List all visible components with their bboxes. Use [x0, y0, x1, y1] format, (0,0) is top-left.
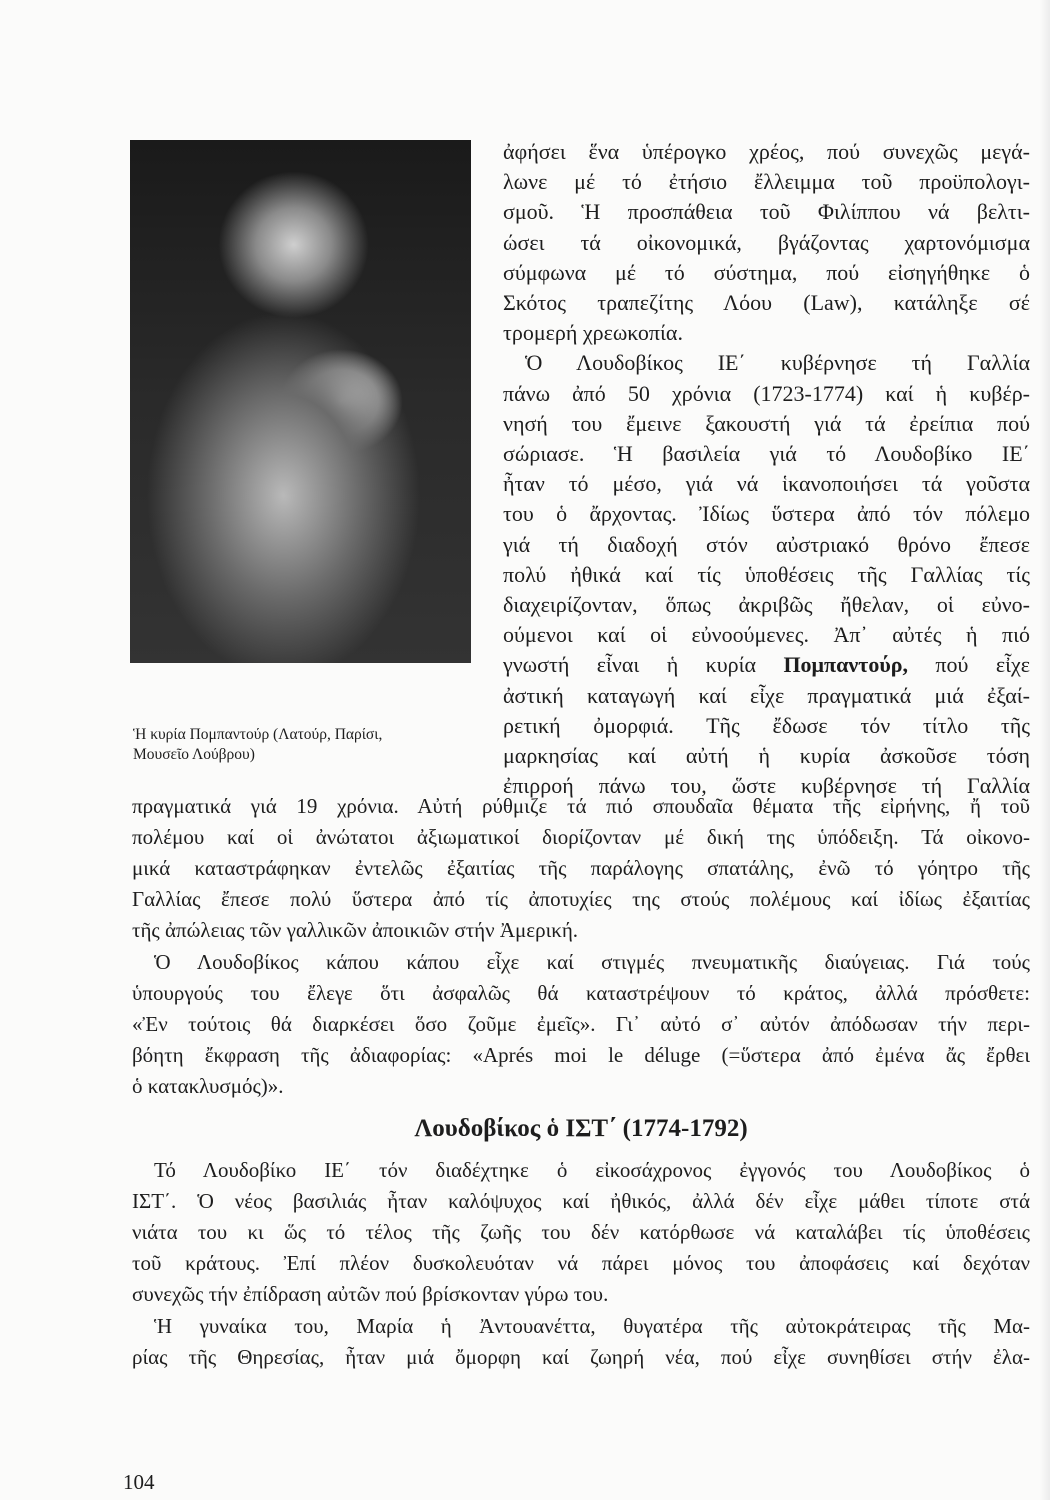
text-line — [132, 791, 1030, 821]
text-line-content: Ὁ Λουδοβίκος κάπου κάπου εἶχε καί στιγμές πνευματικῆς διαύγειας. Γιά τούς — [154, 949, 1030, 974]
text-line — [132, 1311, 1030, 1341]
figure-caption-line: Μουσεῖο Λούβρου) — [133, 746, 255, 763]
text-line-content: Ἡ γυναίκα του, Μαρία ἡ Ἀντουανέττα, θυγατέρα τῆς αὐτοκράτειρας τῆς Μα- — [154, 1313, 1030, 1338]
text-line — [503, 681, 1030, 711]
text-line-content: βόητη ἔκφραση τῆς ἀδιαφορίας: «Aprés moi le déluge (=ὕστερα ἀπό ἐμένα ἄς ἔρθει — [132, 1042, 1030, 1067]
text-line — [503, 439, 1030, 469]
text-line-content: «Ἐν τούτοις θά διαρκέσει ὅσο ζοῦμε ἐμεῖς». Γι᾽ αὐτό σ᾽ αὐτόν ἀπόδωσαν τήν περι- — [132, 1011, 1030, 1036]
text-line-content: Ὁ Λουδοβίκος ΙΕ΄ κυβέρνησε τή Γαλλία — [525, 350, 1030, 376]
text-line-content: ὑπουργούς του ἔλεγε ὅτι ἀσφαλῶς θά καταστρέψουν τό κράτος, ἀλλά πρόσθετε: — [132, 980, 1030, 1005]
text-line-content: ρετική ὀμορφιά. Τῆς ἔδωσε τόν τίτλο τῆς — [503, 712, 1030, 738]
text-line — [503, 379, 1030, 409]
text-line-content: ΙΣΤ΄. Ὁ νέος βασιλιάς ἦταν καλόψυχος καί ἠθικός, ἀλλά δέν εἶχε μάθει τίποτε στά — [132, 1189, 1030, 1214]
text-line-content: σμοῦ. Ἡ προσπάθεια τοῦ Φιλίππου νά βελτι- — [503, 199, 1030, 225]
bold-name: Πομπαντούρ, — [783, 652, 909, 678]
text-line-content: τοῦ κράτους. Ἐπί πλέον δυσκολευόταν νά πάρει μόνος του ἀποφάσεις καί δεχόταν — [132, 1251, 1030, 1276]
text-line — [503, 228, 1030, 258]
text-line-content: πάνω ἀπό 50 χρόνια (1723-1774) καί ἡ κυβέρ- — [503, 380, 1030, 406]
text-line — [132, 853, 1030, 883]
text-line-content: ρίας τῆς Θηρεσίας, ἦταν μιά ὄμορφη καί ζωηρή νέα, πού εἶχε συνηθίσει στήν ἐλα- — [132, 1344, 1030, 1369]
text-line — [503, 620, 1030, 650]
text-line-content: ἀφήσει ἕνα ὑπέρογκο χρέος, πού συνεχῶς μεγά- — [503, 139, 1030, 164]
text-line — [503, 650, 1030, 680]
text-line — [132, 1009, 1030, 1039]
text-line-content: μικά καταστράφηκαν ἐντελῶς ἐξαιτίας τῆς παράλογης σπατάλης, ἐνῶ τό γόητρο τῆς — [132, 856, 1030, 881]
text-line-content: νησή του ἔμεινε ξακουστή γιά τά ἐρείπια πού — [503, 410, 1030, 436]
text-line — [132, 947, 1030, 977]
figure-caption-line: Ἡ κυρία Πομπαντούρ (Λατούρ, Παρίσι, — [133, 726, 383, 743]
text-line-content: ἐπιρροή πάνω του, ὥστε κυβέρνησε τή Γαλλία — [503, 773, 1030, 799]
text-line — [503, 409, 1030, 439]
text-line — [132, 884, 1030, 914]
text-line-content: σύμφωνα μέ τό σύστημα, πού εἰσηγήθηκε ὁ — [503, 259, 1030, 285]
text-line — [503, 590, 1030, 620]
text-line — [503, 167, 1030, 197]
text-line — [503, 741, 1030, 771]
text-line-content: Γαλλίας ἔπεσε πολύ ὕστερα ἀπό τίς ἀποτυχίες της στούς πολέμους καί ἰδίως ἐξαιτίας — [132, 887, 1030, 912]
text-line — [132, 1186, 1030, 1216]
text-line-content: τῆς ἀπώλειας τῶν γαλλικῶν ἀποικιῶν στήν Ἀμερική. — [132, 918, 579, 943]
text-line-content: Τό Λουδοβίκο ΙΕ΄ τόν διαδέχτηκε ὁ εἰκοσάχρονος ἐγγονός του Λουδοβίκος ὁ — [154, 1158, 1030, 1182]
text-line-content: νιάτα του κι ὥς τό τέλος τῆς ζωῆς του δέν κατόρθωσε νά καταλάβει τίς ὑποθέσεις — [132, 1220, 1030, 1245]
portrait-image-madame-pompadour — [130, 140, 471, 663]
text-line — [132, 1217, 1030, 1247]
section-heading: Λουδοβίκος ὁ ΙΣΤ΄ (1774-1792) — [414, 1115, 748, 1142]
text-line — [132, 915, 1030, 945]
text-line — [132, 1155, 1030, 1185]
text-line — [132, 1071, 1030, 1101]
text-line — [503, 197, 1030, 227]
page-number: 104 — [123, 1470, 155, 1494]
text-line — [132, 1279, 1030, 1309]
text-line-content: Σκότος τραπεζίτης Λόου (Law), κατάληξε σέ — [503, 290, 1030, 315]
text-line-content: πολύ ἠθικά καί τίς ὑποθέσεις τῆς Γαλλίας τίς — [503, 561, 1030, 587]
text-line — [503, 258, 1030, 288]
text-line — [132, 978, 1030, 1008]
text-line-content: ἦταν τό μέσο, γιά νά ἱκανοποιήσει τά γοῦστα — [503, 471, 1030, 497]
text-line-content: τρομερή χρεωκοπία. — [503, 320, 683, 346]
text-line — [503, 137, 1030, 167]
text-line — [132, 1248, 1030, 1278]
text-line — [503, 318, 1030, 348]
text-line-content: σώριασε. Ἡ βασιλεία γιά τό Λουδοβίκο ΙΕ΄ — [503, 441, 1030, 466]
text-line-content: συνεχῶς τήν ἐπίδραση αὐτῶν πού βρίσκονταν γύρω του. — [132, 1282, 609, 1307]
text-line — [503, 560, 1030, 590]
text-line — [503, 348, 1030, 378]
text-line — [503, 469, 1030, 499]
text-line-content: διαχειρίζονταν, ὅπως ἀκριβῶς ἤθελαν, οἱ εὐνο- — [503, 592, 1030, 617]
text-line — [132, 1342, 1030, 1372]
text-line — [503, 288, 1030, 318]
text-line — [503, 530, 1030, 560]
text-line-content: ώσει τά οἰκονομικά, βγάζοντας χαρτονόμισμα — [503, 229, 1030, 255]
text-line-content: πού εἶχε — [908, 652, 1030, 678]
page-edge-shadow — [1040, 0, 1050, 1500]
text-line-content: πραγματικά γιά 19 χρόνια. Αὐτή ρύθμιζε τά πιό σπουδαῖα θέματα τῆς εἰρήνης, ἤ τοῦ — [132, 794, 1030, 818]
text-line-content: ούμενοι καί οἱ εὐνοούμενες. Ἀπ᾽ αὐτές ἡ πιό — [503, 622, 1030, 648]
text-line-content: λωνε μέ τό ἐτήσιο ἔλλειμμα τοῦ προϋπολογι- — [503, 169, 1030, 195]
text-line-content: ἀστική καταγωγή καί εἶχε πραγματικά μιά ἐξαί- — [503, 682, 1030, 708]
text-line — [132, 1040, 1030, 1070]
text-line — [503, 499, 1030, 529]
text-line-content: γνωστή εἶναι ἡ κυρία — [503, 652, 784, 678]
text-line-content: γιά τή διαδοχή στόν αὐστριακό θρόνο ἔπεσε — [503, 531, 1030, 557]
text-line-content: του ὁ ἄρχοντας. Ἰδίως ὕστερα ἀπό τόν πόλεμο — [503, 501, 1030, 527]
text-line-content: πολέμου καί οἱ ἀνώτατοι ἀξιωματικοί διορίζονταν μέ δική της ὑπόδειξη. Τά οἰκονο- — [132, 825, 1030, 850]
text-line-content: μαρκησίας καί αὐτή ἡ κυρία ἀσκοῦσε τόση — [503, 743, 1030, 768]
text-line-content: ὁ κατακλυσμός)». — [132, 1073, 284, 1098]
text-line — [132, 822, 1030, 852]
text-line — [503, 711, 1030, 741]
